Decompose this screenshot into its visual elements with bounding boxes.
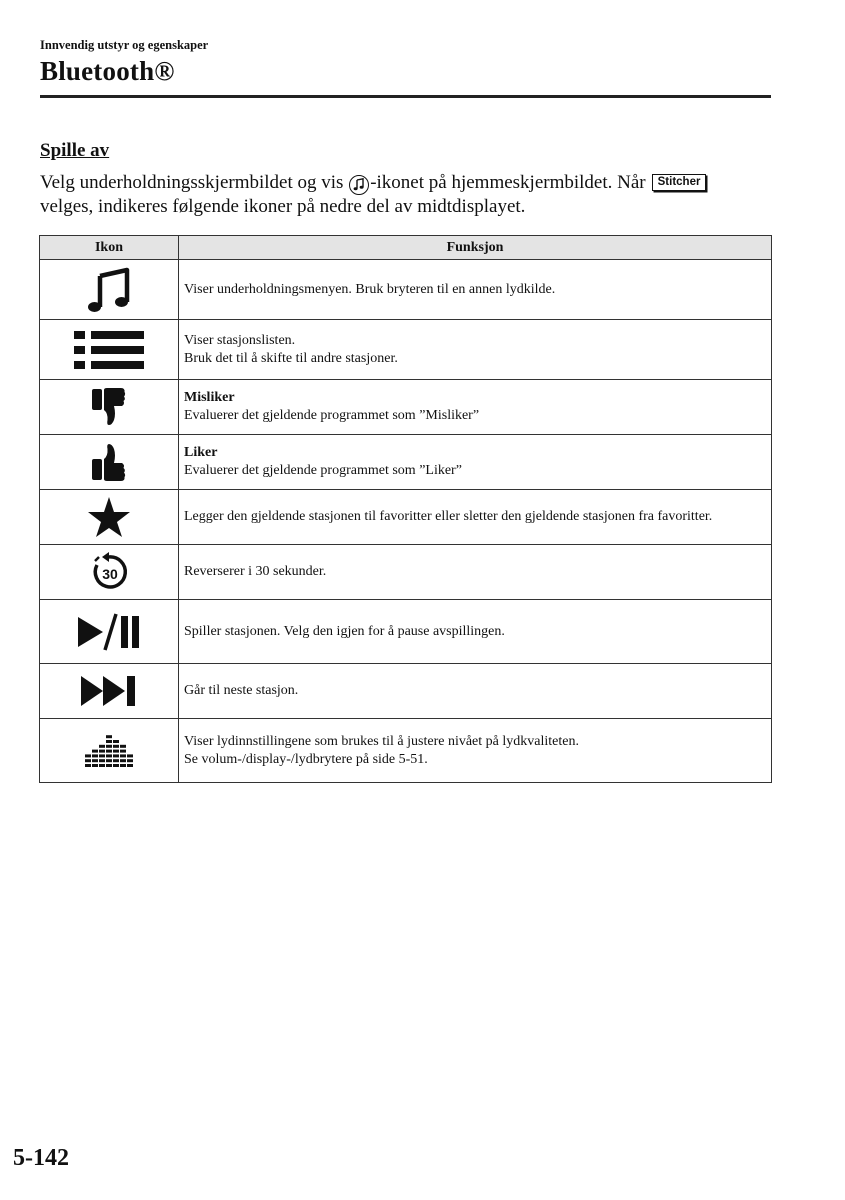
header-function: Funksjon — [179, 236, 772, 260]
function-cell — [179, 435, 772, 490]
function-cell — [179, 260, 772, 320]
title-rule — [40, 95, 771, 98]
music-circle-icon — [349, 175, 369, 195]
row-title: Misliker — [184, 390, 235, 405]
row-text: Viser lydinnstillingene som brukes til å justere nivået på lydkvaliteten. — [184, 733, 579, 749]
table-row — [40, 490, 772, 545]
function-cell — [179, 719, 772, 783]
row-text: Reverserer i 30 sekunder. — [184, 564, 327, 579]
table-row — [40, 320, 772, 380]
table-row — [40, 545, 772, 600]
sound-settings-icon — [85, 741, 133, 758]
table-header-row — [40, 236, 772, 260]
stitcher-button: Stitcher — [652, 174, 707, 191]
breadcrumb: Innvendig utstyr og egenskaper — [40, 38, 209, 52]
intro-text-3: velges, indikeres følgende ikoner på nedre del av midtdisplayet. — [40, 195, 526, 217]
table-row — [40, 664, 772, 719]
play-pause-icon — [77, 622, 141, 639]
icon-cell — [40, 600, 179, 664]
icon-cell — [40, 260, 179, 320]
function-cell — [179, 380, 772, 435]
intro-paragraph — [40, 171, 780, 218]
row-text: Viser underholdningsmenyen. Bruk bryteren til en annen lydkilde. — [184, 281, 556, 297]
star-icon — [87, 508, 131, 525]
row-text: Legger den gjeldende stasjonen til favoritter eller sletter den gjeldende stasjonen fra favoritter. — [184, 509, 713, 524]
thumbs-up-icon — [92, 453, 126, 470]
row-text: Går til neste stasjon. — [184, 683, 299, 698]
row-text: Viser stasjonslisten. — [184, 332, 296, 348]
music-note-icon — [87, 280, 131, 297]
row-text: Se volum-/display-/lydbrytere på side 5-51. — [184, 751, 428, 767]
table-row — [40, 719, 772, 783]
icon-cell — [40, 664, 179, 719]
table-row — [40, 600, 772, 664]
function-cell — [179, 545, 772, 600]
function-cell — [179, 490, 772, 545]
function-cell — [179, 320, 772, 380]
icon-cell — [40, 719, 179, 783]
page-title: Bluetooth® — [40, 56, 175, 86]
icon-function-table — [39, 235, 772, 783]
rewind-30-icon — [89, 563, 129, 580]
table-row — [40, 380, 772, 435]
table-row — [40, 260, 772, 320]
page-number: 5-142 — [13, 1145, 69, 1171]
row-text: Spiller stasjonen. Velg den igjen for å pause avspillingen. — [184, 623, 505, 639]
header-icon: Ikon — [40, 236, 179, 260]
row-title: Liker — [184, 445, 218, 460]
skip-next-icon — [81, 682, 137, 699]
icon-cell — [40, 435, 179, 490]
icon-cell — [40, 545, 179, 600]
row-text: Evaluerer det gjeldende programmet som ”Liker” — [184, 463, 462, 478]
rewind-30-label: 30 — [102, 566, 118, 582]
table-row — [40, 435, 772, 490]
thumbs-down-icon — [92, 398, 126, 415]
section-heading: Spille av — [40, 140, 110, 161]
icon-cell — [40, 490, 179, 545]
function-cell — [179, 600, 772, 664]
icon-cell — [40, 320, 179, 380]
intro-text-2: -ikonet på hjemmeskjermbildet. Når — [370, 172, 646, 193]
row-text: Evaluerer det gjeldende programmet som ”Misliker” — [184, 408, 480, 423]
intro-text-1: Velg underholdningsskjermbildet og vis — [40, 172, 349, 193]
row-text: Bruk det til å skifte til andre stasjoner. — [184, 350, 398, 366]
icon-cell — [40, 380, 179, 435]
function-cell — [179, 664, 772, 719]
station-list-icon — [74, 340, 144, 357]
